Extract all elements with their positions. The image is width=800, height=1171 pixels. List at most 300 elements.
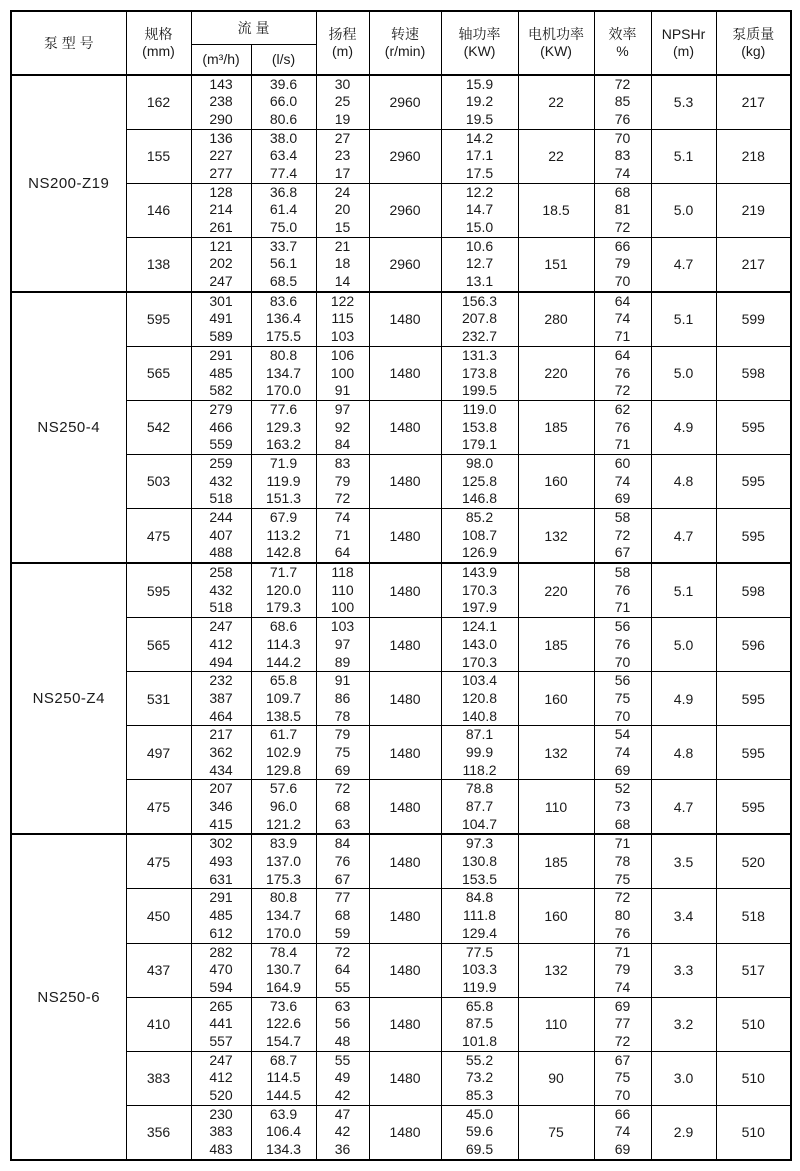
efficiency-cell (594, 726, 651, 780)
value-line: 25 (334, 93, 351, 110)
flow-ls-cell (251, 943, 316, 997)
mass-cell: 517 (716, 943, 791, 997)
value-line: 80 (614, 907, 631, 924)
value-line: 72 (334, 780, 351, 797)
value-line: 282 (209, 943, 233, 960)
flow-m3h-cell (191, 889, 251, 943)
npshr-cell: 5.0 (651, 346, 716, 400)
value-line: 612 (209, 924, 233, 941)
spec-cell: 437 (126, 943, 191, 997)
value-line: 30 (334, 75, 351, 92)
value-line: 69 (614, 761, 631, 778)
value-line: 45.0 (465, 1105, 494, 1122)
spec-cell: 475 (126, 834, 191, 889)
speed-cell: 1480 (369, 618, 441, 672)
value-line: 261 (209, 219, 233, 235)
table-row (11, 509, 791, 564)
value-line: 15.0 (465, 219, 494, 235)
table-row (11, 75, 791, 130)
flow-m3h-cell (191, 400, 251, 454)
head-cell (316, 454, 369, 508)
value-line: 38.0 (269, 129, 298, 146)
flow-m3h-cell (191, 672, 251, 726)
efficiency-cell (594, 834, 651, 889)
header-head (316, 11, 369, 75)
value-line: 140.8 (461, 707, 498, 724)
value-line: 432 (209, 581, 233, 598)
value-line: 488 (209, 544, 233, 561)
value-line: 103 (330, 328, 355, 345)
header-head-unit: (m) (332, 42, 354, 59)
mass-cell: 219 (716, 183, 791, 237)
value-line: 68 (614, 183, 631, 200)
shaft-power-cell (441, 1051, 518, 1105)
speed-cell: 1480 (369, 672, 441, 726)
motor-power-cell: 160 (518, 672, 594, 726)
value-line: 71.7 (269, 564, 298, 581)
value-line: 207.8 (461, 310, 498, 327)
value-line: 277 (209, 164, 233, 181)
value-line: 58 (614, 564, 631, 581)
flow-ls-cell (251, 1051, 316, 1105)
npshr-cell: 5.0 (651, 183, 716, 237)
value-line: 217 (209, 726, 233, 743)
spec-cell: 155 (126, 129, 191, 183)
value-line: 87.7 (465, 798, 494, 814)
value-line: 362 (209, 743, 233, 760)
speed-cell: 1480 (369, 346, 441, 400)
flow-m3h-cell (191, 726, 251, 780)
value-line: 494 (209, 653, 233, 670)
value-line: 170.3 (461, 653, 498, 670)
flow-ls-cell (251, 129, 316, 183)
head-cell (316, 292, 369, 347)
value-line: 128 (209, 183, 233, 200)
value-line: 302 (209, 835, 233, 852)
flow-m3h-cell (191, 618, 251, 672)
value-line: 79 (334, 726, 351, 743)
value-line: 72 (614, 219, 631, 235)
value-line: 290 (209, 110, 233, 127)
value-line: 557 (209, 1032, 233, 1049)
speed-cell: 2960 (369, 129, 441, 183)
flow-ls-cell (251, 237, 316, 292)
header-shaft-power (441, 11, 518, 75)
header-flow: 流 量 (191, 11, 316, 44)
shaft-power-cell (441, 726, 518, 780)
value-line: 559 (209, 436, 233, 453)
header-efficiency-unit: % (616, 42, 629, 59)
value-line: 77.5 (465, 943, 494, 960)
value-line: 491 (209, 310, 233, 327)
value-line: 76 (614, 110, 631, 127)
value-line: 85 (614, 93, 631, 110)
header-shaft-power-label: 轴功率 (458, 25, 501, 42)
motor-power-cell: 110 (518, 780, 594, 835)
value-line: 143.0 (461, 635, 498, 652)
speed-cell: 1480 (369, 563, 441, 618)
flow-ls-cell (251, 75, 316, 130)
value-line: 143.9 (461, 564, 498, 581)
table-row (11, 292, 791, 347)
value-line: 170.0 (265, 382, 302, 399)
value-line: 110 (331, 581, 354, 598)
value-line: 470 (209, 961, 233, 978)
spec-cell: 565 (126, 346, 191, 400)
table-row (11, 726, 791, 780)
table-row (11, 129, 791, 183)
value-line: 72 (334, 943, 351, 960)
value-line: 146.8 (461, 490, 498, 507)
header-motor-power (518, 11, 594, 75)
spec-cell: 475 (126, 780, 191, 835)
npshr-cell: 4.9 (651, 672, 716, 726)
value-line: 232 (209, 672, 233, 689)
value-line: 77 (614, 1015, 631, 1032)
head-cell (316, 129, 369, 183)
value-line: 265 (209, 997, 233, 1014)
table-row (11, 889, 791, 943)
value-line: 119.9 (462, 978, 497, 995)
value-line: 91 (334, 672, 351, 689)
value-line: 124.1 (461, 618, 498, 635)
value-line: 106.4 (265, 1123, 302, 1140)
motor-power-cell: 132 (518, 943, 594, 997)
value-line: 76 (614, 924, 631, 941)
value-line: 258 (209, 564, 233, 581)
value-line: 87.1 (465, 726, 494, 743)
value-line: 57.6 (269, 780, 298, 797)
header-mass-label: 泵质量 (732, 25, 775, 42)
shaft-power-cell (441, 943, 518, 997)
speed-cell: 1480 (369, 509, 441, 564)
value-line: 61.4 (269, 201, 298, 218)
table-row (11, 618, 791, 672)
table-row (11, 1105, 791, 1160)
value-line: 412 (209, 635, 233, 652)
value-line: 259 (209, 454, 233, 471)
value-line: 83 (614, 147, 631, 164)
header-spec (126, 11, 191, 75)
value-line: 75 (614, 689, 631, 706)
value-line: 14 (334, 273, 351, 290)
value-line: 42 (334, 1123, 351, 1140)
flow-m3h-cell (191, 454, 251, 508)
efficiency-cell (594, 780, 651, 835)
value-line: 207 (209, 780, 233, 797)
value-line: 153.5 (461, 870, 498, 887)
motor-power-cell: 220 (518, 563, 594, 618)
flow-ls-cell (251, 997, 316, 1051)
value-line: 101.8 (461, 1032, 498, 1049)
value-line: 77 (334, 889, 351, 906)
shaft-power-cell (441, 454, 518, 508)
motor-power-cell: 185 (518, 618, 594, 672)
value-line: 69 (614, 997, 631, 1014)
value-line: 56 (614, 672, 631, 689)
npshr-cell: 5.1 (651, 292, 716, 347)
value-line: 65.8 (269, 672, 298, 689)
flow-ls-cell (251, 618, 316, 672)
value-line: 485 (209, 364, 233, 381)
value-line: 21 (334, 237, 351, 254)
value-line: 464 (209, 707, 233, 724)
header-npshr-label: NPSHr (661, 25, 706, 42)
value-line: 98.0 (465, 454, 494, 471)
value-line: 19 (334, 110, 351, 127)
value-line: 97.3 (465, 835, 494, 852)
pump-model-cell: NS250-6 (11, 834, 126, 1159)
value-line: 72 (334, 490, 351, 507)
value-line: 73.6 (269, 997, 298, 1014)
value-line: 78.8 (465, 780, 494, 797)
spec-cell: 542 (126, 400, 191, 454)
flow-m3h-cell (191, 292, 251, 347)
value-line: 81 (614, 201, 631, 218)
value-line: 122 (330, 292, 355, 309)
flow-m3h-cell (191, 943, 251, 997)
value-line: 136 (209, 129, 233, 146)
flow-m3h-cell (191, 563, 251, 618)
efficiency-cell (594, 1051, 651, 1105)
value-line: 108.7 (461, 526, 498, 543)
value-line: 415 (209, 815, 233, 832)
value-line: 70 (614, 129, 631, 146)
npshr-cell: 3.0 (651, 1051, 716, 1105)
shaft-power-cell (441, 346, 518, 400)
value-line: 36 (334, 1141, 351, 1158)
flow-m3h-cell (191, 75, 251, 130)
flow-m3h-cell (191, 183, 251, 237)
value-line: 66.0 (269, 93, 298, 110)
table-row (11, 672, 791, 726)
value-line: 71 (614, 835, 631, 852)
shaft-power-cell (441, 1105, 518, 1160)
motor-power-cell: 151 (518, 237, 594, 292)
table-row (11, 780, 791, 835)
value-line: 75.0 (269, 219, 298, 235)
npshr-cell: 4.7 (651, 509, 716, 564)
efficiency-cell (594, 1105, 651, 1160)
value-line: 466 (209, 418, 233, 435)
speed-cell: 2960 (369, 75, 441, 130)
spec-cell: 410 (126, 997, 191, 1051)
value-line: 14.7 (465, 201, 494, 218)
mass-cell: 595 (716, 780, 791, 835)
value-line: 19.5 (465, 110, 494, 127)
value-line: 36.8 (269, 183, 298, 200)
efficiency-cell (594, 509, 651, 564)
value-line: 137.0 (265, 853, 302, 870)
speed-cell: 1480 (369, 1051, 441, 1105)
efficiency-cell (594, 563, 651, 618)
value-line: 100 (330, 599, 355, 616)
motor-power-cell: 90 (518, 1051, 594, 1105)
shaft-power-cell (441, 292, 518, 347)
value-line: 125.8 (461, 472, 498, 489)
flow-m3h-cell (191, 346, 251, 400)
value-line: 69 (614, 1141, 631, 1158)
mass-cell: 595 (716, 454, 791, 508)
head-cell (316, 75, 369, 130)
value-line: 247 (209, 618, 233, 635)
value-line: 70 (614, 653, 631, 670)
table-row (11, 563, 791, 618)
header-efficiency (594, 11, 651, 75)
motor-power-cell: 132 (518, 509, 594, 564)
value-line: 80.8 (269, 346, 298, 363)
value-line: 78 (614, 853, 631, 870)
value-line: 518 (209, 490, 233, 507)
value-line: 70 (614, 1087, 631, 1103)
table-row (11, 400, 791, 454)
npshr-cell: 5.1 (651, 129, 716, 183)
value-line: 59 (334, 924, 351, 941)
value-line: 54 (614, 726, 631, 743)
motor-power-cell: 185 (518, 834, 594, 889)
value-line: 129.8 (265, 761, 302, 778)
efficiency-cell (594, 943, 651, 997)
efficiency-cell (594, 672, 651, 726)
value-line: 47 (334, 1105, 351, 1122)
value-line: 130.8 (461, 853, 498, 870)
value-line: 85.2 (465, 509, 494, 525)
head-cell (316, 400, 369, 454)
value-line: 74 (614, 1123, 631, 1140)
shaft-power-cell (441, 183, 518, 237)
header-spec-unit: (mm) (142, 42, 175, 59)
shaft-power-cell (441, 672, 518, 726)
header-spec-label: 规格 (144, 25, 173, 42)
value-line: 66 (614, 1105, 631, 1122)
value-line: 55 (334, 1051, 351, 1068)
value-line: 71 (614, 436, 631, 453)
value-line: 151.3 (265, 490, 302, 507)
header-motor-power-label: 电机功率 (528, 25, 585, 42)
npshr-cell: 2.9 (651, 1105, 716, 1160)
value-line: 66 (614, 237, 631, 254)
value-line: 68.5 (269, 273, 298, 290)
value-line: 383 (209, 1123, 233, 1140)
value-line: 170.3 (461, 581, 498, 598)
value-line: 67 (334, 870, 351, 887)
value-line: 72 (614, 75, 631, 92)
value-line: 163.2 (265, 436, 302, 453)
speed-cell: 1480 (369, 834, 441, 889)
speed-cell: 1480 (369, 400, 441, 454)
value-line: 15 (334, 219, 351, 235)
motor-power-cell: 280 (518, 292, 594, 347)
value-line: 78.4 (269, 943, 298, 960)
value-line: 56 (614, 618, 631, 635)
value-line: 75 (334, 743, 351, 760)
flow-ls-cell (251, 834, 316, 889)
shaft-power-cell (441, 997, 518, 1051)
value-line: 589 (209, 328, 233, 345)
value-line: 594 (209, 978, 233, 995)
npshr-cell: 4.7 (651, 780, 716, 835)
value-line: 74 (614, 310, 631, 327)
flow-ls-cell (251, 726, 316, 780)
value-line: 84 (334, 436, 351, 453)
npshr-cell: 4.8 (651, 726, 716, 780)
value-line: 301 (209, 292, 233, 309)
value-line: 68 (614, 815, 631, 832)
value-line: 102.9 (265, 743, 302, 760)
value-line: 109.7 (265, 689, 302, 706)
shaft-power-cell (441, 237, 518, 292)
spec-cell: 595 (126, 292, 191, 347)
shaft-power-cell (441, 563, 518, 618)
spec-cell: 162 (126, 75, 191, 130)
header-mass-unit: (kg) (741, 42, 766, 59)
shaft-power-cell (441, 400, 518, 454)
mass-cell: 595 (716, 400, 791, 454)
flow-m3h-cell (191, 997, 251, 1051)
value-line: 104.7 (461, 815, 498, 832)
value-line: 72 (614, 526, 631, 543)
value-line: 153.8 (461, 418, 498, 435)
npshr-cell: 4.9 (651, 400, 716, 454)
spec-cell: 450 (126, 889, 191, 943)
spec-cell: 497 (126, 726, 191, 780)
value-line: 92 (334, 418, 351, 435)
mass-cell: 598 (716, 346, 791, 400)
value-line: 83.9 (269, 835, 298, 852)
mass-cell: 510 (716, 1051, 791, 1105)
value-line: 118.2 (462, 761, 497, 778)
value-line: 74 (614, 164, 631, 181)
head-cell (316, 346, 369, 400)
value-line: 179.3 (265, 599, 302, 616)
value-line: 62 (614, 400, 631, 417)
value-line: 173.8 (461, 364, 498, 381)
motor-power-cell: 22 (518, 75, 594, 130)
value-line: 60 (614, 454, 631, 471)
value-line: 244 (209, 509, 233, 525)
value-line: 232.7 (461, 328, 498, 345)
mass-cell: 510 (716, 997, 791, 1051)
value-line: 76 (334, 853, 351, 870)
flow-ls-cell (251, 889, 316, 943)
value-line: 156.3 (461, 292, 498, 309)
spec-cell: 356 (126, 1105, 191, 1160)
head-cell (316, 889, 369, 943)
pump-model-cell: NS200-Z19 (11, 75, 126, 292)
value-line: 76 (614, 581, 631, 598)
value-line: 19.2 (465, 93, 494, 110)
speed-cell: 1480 (369, 1105, 441, 1160)
spec-cell: 595 (126, 563, 191, 618)
spec-cell: 503 (126, 454, 191, 508)
value-line: 76 (614, 364, 631, 381)
value-line: 17 (334, 164, 351, 181)
header-speed-unit: (r/min) (384, 42, 426, 59)
pump-model-cell: NS250-Z4 (11, 563, 126, 834)
value-line: 77.6 (269, 400, 298, 417)
shaft-power-cell (441, 75, 518, 130)
motor-power-cell: 160 (518, 454, 594, 508)
value-line: 74 (614, 743, 631, 760)
value-line: 71 (614, 328, 631, 345)
value-line: 73.2 (465, 1069, 494, 1086)
table-row (11, 346, 791, 400)
table-row (11, 454, 791, 508)
value-line: 97 (334, 635, 351, 652)
value-line: 154.7 (265, 1032, 302, 1049)
flow-m3h-cell (191, 129, 251, 183)
head-cell (316, 780, 369, 835)
